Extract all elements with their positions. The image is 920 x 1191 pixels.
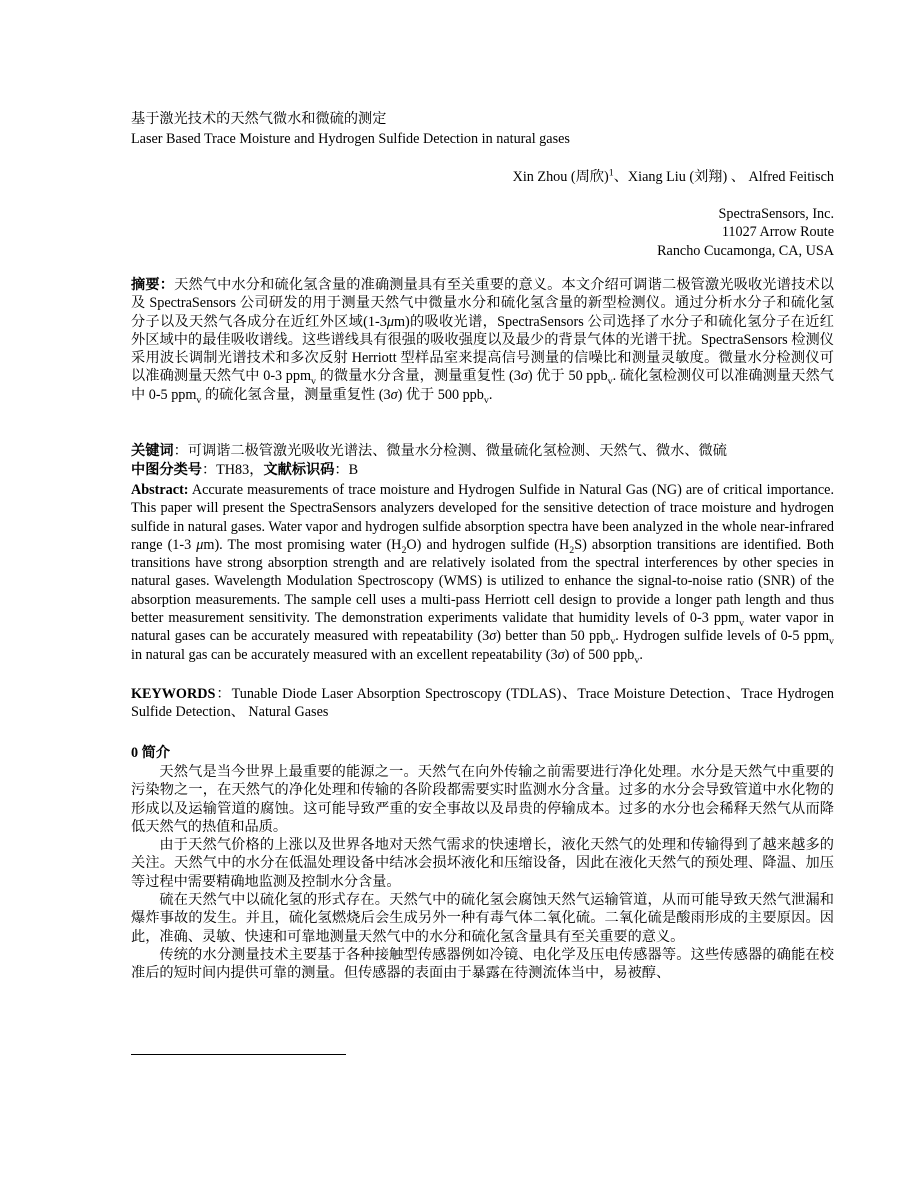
keywords-cn-label: 关键词 bbox=[131, 443, 174, 459]
text-run: . Hydrogen sulfide levels of 0-5 ppm bbox=[615, 628, 830, 645]
document-code-label: 文献标识码 bbox=[263, 462, 335, 478]
author-1-footnote-mark: 1 bbox=[608, 167, 614, 179]
text-run: O) and hydrogen sulfide (H bbox=[406, 536, 570, 553]
text-run: ) 优于 500 ppb bbox=[397, 386, 484, 403]
subscript: v bbox=[739, 617, 745, 629]
author-1: Xin Zhou (周欣) bbox=[512, 169, 609, 185]
paragraph: 由于天然气价格的上涨以及世界各地对天然气需求的快速增长，液化天然气的处理和传输得到了越来越多的关注。天然气中的水分在低温处理设备中结冰会损坏液化和压缩设备，因此在液化天然气的预处理、降温、加压等过程中需要精确地监测及控制水分含量。 bbox=[131, 837, 834, 890]
text-run: ) 优于 50 ppb bbox=[527, 368, 608, 385]
text-run: m). The most promising water (H bbox=[203, 536, 402, 553]
section-heading: 0 简介 bbox=[131, 745, 171, 761]
title-english: Laser Based Trace Moisture and Hydrogen Sulfide Detection in natural gases bbox=[131, 131, 570, 147]
paragraph: 天然气是当今世界上最重要的能源之一。天然气在向外传输之前需要进行净化处理。水分是天然气中重要的污染物之一，在天然气的净化处理和传输的各阶段都需要实时监测水分含量。过多的水分会导致管道中水化物的形成以及运输管道的腐蚀。这可能导致严重的安全事故以及昂贵的停输成本。过多的水分也会稀释天然气从而降低天然气的热值和品质。 bbox=[131, 764, 834, 835]
subscript: 2 bbox=[401, 544, 407, 556]
subscript: v bbox=[829, 636, 834, 648]
text-run: ) of 500 ppb bbox=[564, 646, 635, 663]
affiliation bbox=[657, 205, 834, 260]
subscript: v bbox=[607, 376, 613, 388]
author-separator: 、 bbox=[727, 169, 749, 185]
sigma-symbol: σ bbox=[557, 646, 565, 663]
text-run: S) absorption transitions are identified. Both transitions have strong absorption strength and are relatively isolated from the spectral interferences by other species in natural gases. Wavelength Modulation Spectroscopy (WMS) is utilized to enhance the signal-to-noise ratio (SNR) of the absorption measurements. The sample cell uses a multi-pass Herriott cell design to provide a longer path length and thus better measurement sensitivity. The demonstration experiments validate that humidity levels of 0-3 ppm bbox=[131, 536, 835, 627]
affiliation-line: Rancho Cucamonga, CA, USA bbox=[657, 242, 834, 259]
text-run: . bbox=[639, 646, 643, 663]
text-run: Accurate measurements of trace moisture and Hydrogen Sulfide in Natural Gas (NG) are of critical importance. This paper will present the SpectraSensors analyzers developed for the sensitive detection of trace moisture and hydrogen sulfide in natural gases. Water vapor and hydrogen sulfide absorption spectra have been analyzed in the whole near-infrared range (1-3 bbox=[131, 482, 834, 553]
author-2: Xiang Liu (刘翔) bbox=[627, 169, 728, 185]
footnote-separator bbox=[131, 1054, 346, 1055]
subscript: v bbox=[196, 394, 202, 406]
author-line bbox=[513, 168, 834, 186]
text-run: water vapor in natural gases can be accurately measured with repeatability (3 bbox=[131, 610, 834, 645]
text-run: in natural gas can be accurately measured with an excellent repeatability (3 bbox=[131, 646, 558, 663]
text-run: ) better than 50 ppb bbox=[496, 628, 611, 645]
abstract-english bbox=[131, 481, 834, 664]
keywords-en-label: KEYWORDS bbox=[131, 686, 216, 702]
classification-line bbox=[131, 461, 834, 479]
text-run: 的硫化氢含量，测量重复性 (3 bbox=[201, 386, 391, 403]
title-chinese: 基于激光技术的天然气微水和微硫的测定 bbox=[131, 111, 387, 127]
section-body bbox=[131, 763, 834, 983]
author-separator: 、 bbox=[613, 169, 628, 185]
keywords-cn-text: ：可调谐二极管激光吸收光谱法、微量水分检测、微量硫化氢检测、天然气、微水、微硫 bbox=[173, 443, 727, 459]
text-run: m)的吸收光谱，SpectraSensors 公司选择了水分子和硫化氢分子在近红外区域中的最佳吸收谱线。这些谱线具有很强的吸收强度以及最少的背景气体的光谱干扰。SpectraSensors 检测仪采用波长调制光谱技术和多次反射 Herriott 型样品室来提高信号测量的信噪比和测量灵敏度。微量水分检测仪可以准确测量天然气中 0-3 ppm bbox=[131, 313, 834, 385]
sigma-symbol: σ bbox=[520, 368, 528, 385]
subscript: v bbox=[311, 376, 316, 388]
subscript: v bbox=[634, 654, 640, 666]
classification-label: 中图分类号 bbox=[131, 462, 202, 478]
text-run: . bbox=[488, 386, 493, 403]
author-3: Alfred Feitisch bbox=[748, 169, 834, 185]
classification-value: ：TH83， bbox=[201, 462, 264, 478]
abstract-en-label: Abstract: bbox=[131, 482, 189, 498]
text-run: . 硫化氢检测仪可以准确测量天然气中 0-5 ppm bbox=[131, 368, 834, 403]
keywords-chinese bbox=[131, 442, 834, 460]
text-run: 的微量水分含量，测量重复性 (3 bbox=[316, 368, 521, 385]
affiliation-line: 11027 Arrow Route bbox=[721, 224, 834, 241]
mu-symbol: μ bbox=[196, 536, 204, 553]
text-run: 天然气中水分和硫化氢含量的准确测量具有至关重要的意义。本文介绍可调谐二极管激光吸收光谱技术以及 SpectraSensors 公司研发的用于测量天然气中微量水分和硫化氢含量的新型检测仪。通过分析水分子和硫化氢分子以及天然气各成分在近红外区域(1-3 bbox=[131, 277, 834, 330]
sigma-symbol: σ bbox=[390, 386, 398, 403]
document-code-value: ：B bbox=[334, 462, 359, 478]
abstract-cn-label: 摘要： bbox=[131, 277, 175, 293]
subscript: v bbox=[483, 394, 489, 406]
paragraph: 硫在天然气中以硫化氢的形式存在。天然气中的硫化氢会腐蚀天然气运输管道，从而可能导致天然气泄漏和爆炸事故的发生。并且，硫化氢燃烧后会生成另外一种有毒气体二氧化硫。二氧化硫是酸雨形成的主要原因。因此，准确、灵敏、快速和可靠地测量天然气中的水分和硫化氢含量具有至关重要的意义。 bbox=[131, 892, 834, 945]
mu-symbol: μ bbox=[386, 313, 394, 330]
affiliation-line: SpectraSensors, Inc. bbox=[718, 206, 834, 222]
keywords-en-text: ：Tunable Diode Laser Absorption Spectroscopy (TDLAS)、Trace Moisture Detection、Trace Hydrogen Sulfide Detection、 Natural Gases bbox=[131, 686, 834, 721]
subscript: v bbox=[610, 636, 616, 648]
subscript: 2 bbox=[569, 544, 575, 556]
sigma-symbol: σ bbox=[489, 628, 497, 645]
abstract-chinese bbox=[131, 276, 834, 404]
paragraph: 传统的水分测量技术主要基于各种接触型传感器例如冷镜、电化学及压电传感器等。这些传感器的确能在校准后的短时间内提供可靠的测量。但传感器的表面由于暴露在待测流体当中，易被醇、 bbox=[131, 946, 834, 982]
keywords-english bbox=[131, 685, 834, 722]
